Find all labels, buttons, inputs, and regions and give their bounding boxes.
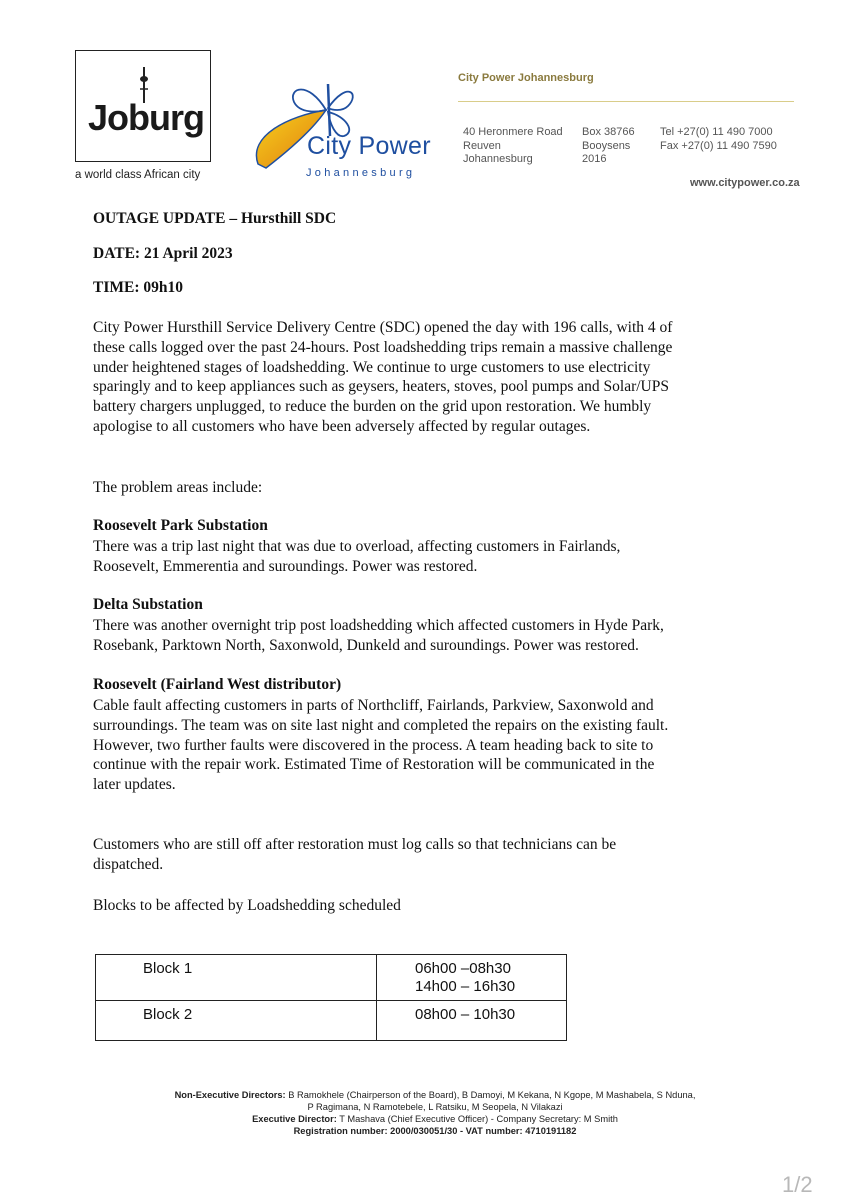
- letterhead-divider: [458, 101, 794, 102]
- table-row: [96, 1001, 567, 1041]
- footer-text: T Mashava (Chief Executive Officer) - Company Secretary: M Smith: [339, 1114, 618, 1124]
- paragraph-line: surroundings. The team was on site last night and completed the repairs on the existing fault.: [93, 716, 669, 734]
- paragraph-line: Roosevelt, Emmerentia and suroundings. Power was restored.: [93, 557, 478, 575]
- fax-number: Fax +27(0) 11 490 7590: [660, 139, 777, 152]
- paragraph-line: under heightened stages of loadshedding. We continue to urge customers to use electricity: [93, 358, 651, 376]
- address-street: [463, 126, 563, 167]
- paragraph-line: However, two further faults were discovered in the process. A team heading back to site to: [93, 736, 654, 754]
- time-slot: 08h00 – 10h30: [415, 1006, 516, 1023]
- document-date: DATE: 21 April 2023: [93, 245, 233, 262]
- footer-text: P Ragimana, N Ramotebele, L Ratsiku, M Seopela, N Vilakazi: [307, 1102, 563, 1112]
- registration-info: Registration number: 2000/030051/30 - VAT number: 4710191182: [293, 1126, 577, 1136]
- phone-number: Tel +27(0) 11 490 7000: [660, 126, 773, 138]
- page-indicator: 1/2: [782, 1172, 813, 1197]
- citypower-dragonfly-icon: [248, 76, 368, 180]
- citypower-logo-text: City Power: [307, 132, 431, 160]
- block-times: [377, 1001, 567, 1041]
- paragraph-line: battery chargers unplugged, to reduce the burden on the grid upon restoration. We humbly: [93, 398, 652, 416]
- section-body: [93, 537, 773, 577]
- intro-paragraph: [93, 318, 773, 437]
- block-name: Block 2: [96, 1001, 377, 1041]
- document-title: OUTAGE UPDATE – Hursthill SDC: [93, 210, 337, 227]
- website-link[interactable]: www.citypower.co.za: [690, 177, 800, 189]
- footer-label: Executive Director:: [252, 1114, 337, 1124]
- section-body: [93, 696, 773, 795]
- contact-phone: [660, 126, 777, 153]
- address-line: 2016: [582, 153, 607, 165]
- document-time: TIME: 09h10: [93, 279, 183, 296]
- address-line: Box 38766: [582, 126, 635, 138]
- customers-note: [93, 835, 773, 875]
- paragraph-line: City Power Hursthill Service Delivery Centre (SDC) opened the day with 196 calls, with 4 of: [93, 319, 673, 336]
- time-slot: 06h00 –08h30: [415, 960, 511, 977]
- paragraph-line: Cable fault affecting customers in parts of Northcliff, Fairlands, Parkview, Saxonwold and: [93, 697, 654, 714]
- section-body: [93, 616, 773, 656]
- section-heading: Roosevelt Park Substation: [93, 517, 268, 534]
- paragraph-line: dispatched.: [93, 855, 164, 873]
- loadshedding-blocks-table: [95, 954, 567, 1041]
- joburg-logo: [75, 50, 211, 162]
- paragraph-line: There was another overnight trip post loadshedding which affected customers in Hyde Park,: [93, 617, 664, 634]
- table-row: [96, 955, 567, 1001]
- footer-text: B Ramokhele (Chairperson of the Board), B Damoyi, M Kekana, N Kgope, M Mashabela, S Nduna,: [288, 1090, 696, 1100]
- paragraph-line: these calls logged over the past 24-hours. Post loadshedding trips remain a massive challenge: [93, 338, 673, 356]
- organisation-name: City Power Johannesburg: [458, 72, 594, 84]
- address-line: Johannesburg: [463, 153, 533, 165]
- section-heading: Roosevelt (Fairland West distributor): [93, 676, 342, 693]
- citypower-logo-subtext: Johannesburg: [306, 167, 416, 179]
- paragraph-line: There was a trip last night that was due to overload, affecting customers in Fairlands,: [93, 538, 621, 555]
- joburg-logo-text: Joburg: [88, 97, 204, 138]
- footer-label: Non-Executive Directors:: [174, 1090, 286, 1100]
- address-line: Reuven: [463, 139, 501, 152]
- paragraph-line: apologise to all customers who have been adversely affected by regular outages.: [93, 417, 591, 435]
- problem-areas-intro: The problem areas include:: [93, 479, 263, 496]
- address-line: Booysens: [582, 139, 631, 152]
- block-name: Block 1: [96, 955, 377, 1001]
- paragraph-line: continue with the repair work. Estimated Time of Restoration will be communicated in the: [93, 756, 655, 774]
- paragraph-line: later updates.: [93, 776, 176, 794]
- section-heading: Delta Substation: [93, 596, 203, 613]
- time-slot: 14h00 – 16h30: [415, 978, 516, 995]
- paragraph-line: Rosebank, Parktown North, Saxonwold, Dunkeld and suroundings. Power was restored.: [93, 636, 639, 654]
- nonexec-directors: [110, 1089, 760, 1101]
- address-line: 40 Heronmere Road: [463, 126, 563, 138]
- paragraph-line: sparingly and to keep appliances such as geysers, heaters, stoves, pool pumps and Solar/UPS: [93, 378, 669, 396]
- block-times: [377, 955, 567, 1001]
- document-footer: [110, 1089, 760, 1137]
- address-postal: [582, 126, 635, 167]
- joburg-tagline: a world class African city: [75, 169, 201, 181]
- paragraph-line: Customers who are still off after restoration must log calls so that technicians can be: [93, 836, 617, 853]
- executive-director: [110, 1113, 760, 1125]
- blocks-intro: Blocks to be affected by Loadshedding scheduled: [93, 897, 401, 914]
